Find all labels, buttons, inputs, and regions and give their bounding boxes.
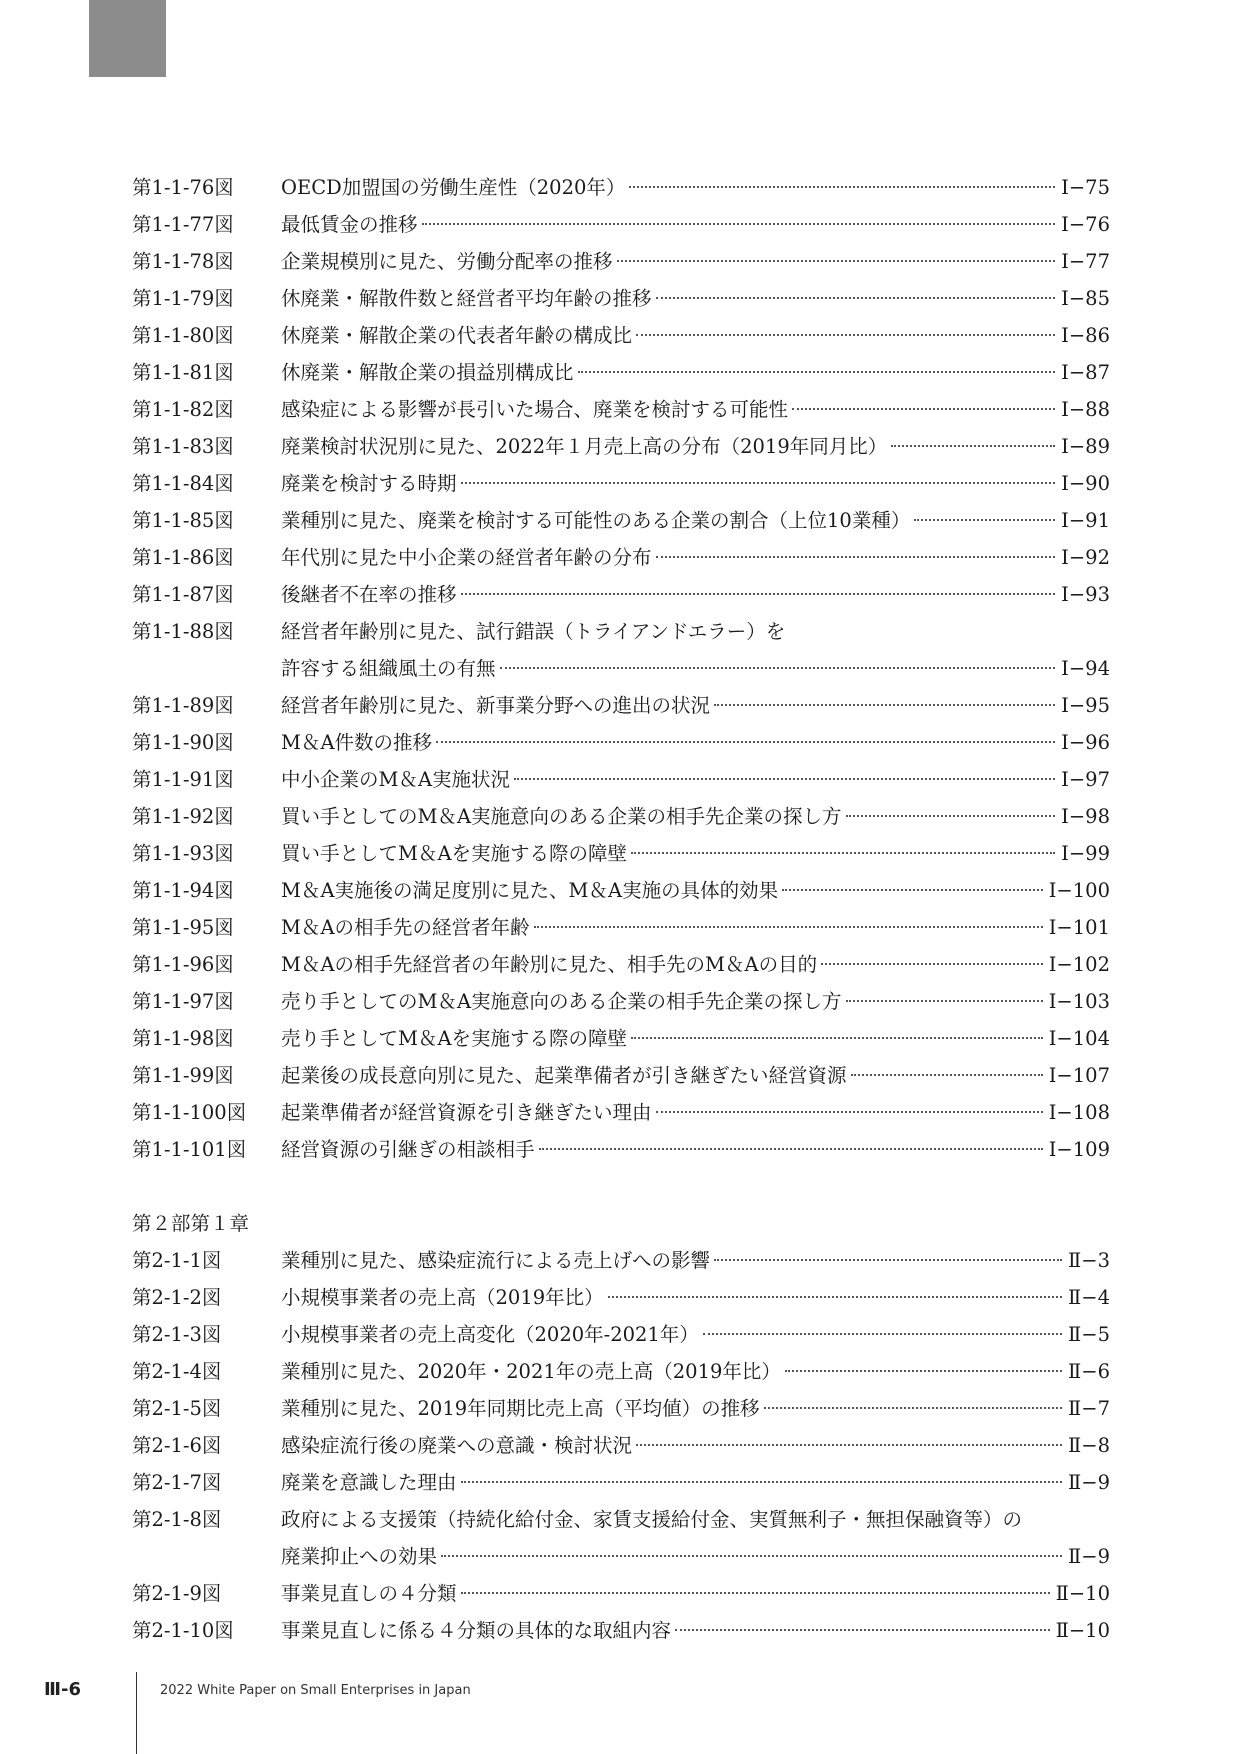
dot-leader bbox=[441, 1555, 1062, 1557]
page-reference: Ⅰ−92 bbox=[1061, 546, 1110, 569]
dot-leader bbox=[785, 1370, 1062, 1372]
dot-leader bbox=[914, 519, 1055, 521]
dot-leader bbox=[891, 445, 1055, 447]
figure-number: 第1-1-100図 bbox=[132, 1101, 247, 1124]
toc-entry[interactable] bbox=[132, 1094, 1110, 1131]
dot-leader bbox=[792, 408, 1055, 410]
figure-number: 第1-1-95図 bbox=[132, 916, 234, 939]
figure-title: 経営資源の引継ぎの相談相手 bbox=[281, 1138, 535, 1161]
figure-title: 業種別に見た、2019年同期比売上高（平均値）の推移 bbox=[281, 1397, 760, 1420]
page-reference: Ⅱ−7 bbox=[1068, 1397, 1110, 1420]
page-reference: Ⅰ−77 bbox=[1061, 250, 1110, 273]
dot-leader bbox=[578, 371, 1056, 373]
figure-number: 第1-1-77図 bbox=[132, 213, 234, 236]
toc-entry[interactable] bbox=[132, 243, 1110, 280]
figure-title: 買い手としてM＆Aを実施する際の障壁 bbox=[281, 842, 628, 865]
page-reference: Ⅰ−76 bbox=[1061, 213, 1110, 236]
page-reference: Ⅰ−109 bbox=[1048, 1138, 1110, 1161]
figure-title: 業種別に見た、感染症流行による売上げへの影響 bbox=[281, 1249, 711, 1272]
toc-entry[interactable] bbox=[132, 1057, 1110, 1094]
figure-number: 第2-1-3図 bbox=[132, 1323, 222, 1346]
figure-title: 感染症流行後の廃業への意識・検討状況 bbox=[281, 1434, 633, 1457]
figure-title: 売り手としてのM＆A実施意向のある企業の相手先企業の探し方 bbox=[281, 990, 842, 1013]
figure-title: 廃業を意識した理由 bbox=[281, 1471, 457, 1494]
dot-leader bbox=[500, 667, 1056, 669]
figure-number: 第2-1-9図 bbox=[132, 1582, 222, 1605]
toc-entry[interactable] bbox=[132, 206, 1110, 243]
figure-title: 企業規模別に見た、労働分配率の推移 bbox=[281, 250, 613, 273]
dot-leader bbox=[714, 704, 1055, 706]
figure-title: 小規模事業者の売上高変化（2020年-2021年） bbox=[281, 1323, 699, 1346]
dot-leader bbox=[846, 815, 1056, 817]
toc-entry[interactable] bbox=[132, 1575, 1110, 1612]
dot-leader bbox=[636, 1444, 1062, 1446]
page-reference: Ⅰ−87 bbox=[1061, 361, 1110, 384]
figure-title: 経営者年齢別に見た、新事業分野への進出の状況 bbox=[281, 694, 711, 717]
figure-number: 第2-1-7図 bbox=[132, 1471, 222, 1494]
page-reference: Ⅰ−100 bbox=[1048, 879, 1110, 902]
dot-leader bbox=[461, 1592, 1050, 1594]
figure-title: 廃業検討状況別に見た、2022年１月売上高の分布（2019年同月比） bbox=[281, 435, 888, 458]
page-reference: Ⅱ−3 bbox=[1068, 1249, 1110, 1272]
page-reference: Ⅰ−104 bbox=[1048, 1027, 1110, 1050]
toc-entry[interactable] bbox=[132, 1390, 1110, 1427]
figure-title: M＆Aの相手先の経営者年齢 bbox=[281, 916, 530, 939]
figure-title: 後継者不在率の推移 bbox=[281, 583, 457, 606]
dot-leader bbox=[461, 593, 1056, 595]
dot-leader bbox=[539, 1148, 1043, 1150]
figure-title-continued: 許容する組織風土の有無 bbox=[281, 657, 496, 680]
footer-divider bbox=[136, 1672, 137, 1754]
figure-number: 第1-1-92図 bbox=[132, 805, 234, 828]
figure-number: 第1-1-80図 bbox=[132, 324, 234, 347]
toc-entry[interactable] bbox=[132, 502, 1110, 539]
dot-leader bbox=[764, 1407, 1062, 1409]
dot-leader bbox=[608, 1296, 1062, 1298]
toc-entry[interactable] bbox=[132, 761, 1110, 798]
footer-publication-title: 2022 White Paper on Small Enterprises in Japan bbox=[160, 1683, 471, 1698]
figure-number: 第2-1-1図 bbox=[132, 1249, 222, 1272]
figure-title: OECD加盟国の労働生産性（2020年） bbox=[281, 176, 626, 199]
toc-entry[interactable] bbox=[132, 1353, 1110, 1390]
dot-leader bbox=[714, 1259, 1062, 1261]
page-reference: Ⅰ−99 bbox=[1061, 842, 1110, 865]
figure-title: 政府による支援策（持続化給付金、家賃支援給付金、実質無利子・無担保融資等）の bbox=[281, 1508, 1023, 1531]
toc-entry[interactable] bbox=[132, 872, 1110, 909]
figure-number: 第1-1-81図 bbox=[132, 361, 234, 384]
figure-number: 第1-1-101図 bbox=[132, 1138, 247, 1161]
figure-number: 第1-1-86図 bbox=[132, 546, 234, 569]
toc-entry[interactable] bbox=[132, 1020, 1110, 1057]
page-reference: Ⅱ−10 bbox=[1055, 1619, 1110, 1642]
page-reference: Ⅰ−102 bbox=[1048, 953, 1110, 976]
figure-number: 第1-1-78図 bbox=[132, 250, 234, 273]
figure-title: 中小企業のM＆A実施状況 bbox=[281, 768, 511, 791]
toc-entry[interactable] bbox=[132, 946, 1110, 983]
corner-tab bbox=[89, 0, 166, 77]
figure-number: 第1-1-79図 bbox=[132, 287, 234, 310]
toc-entry[interactable] bbox=[132, 1131, 1110, 1168]
toc-entry[interactable] bbox=[132, 169, 1110, 206]
toc-entry[interactable] bbox=[132, 1316, 1110, 1353]
toc-part2 bbox=[132, 1242, 1110, 1649]
page-reference: Ⅰ−89 bbox=[1061, 435, 1110, 458]
figure-number: 第2-1-5図 bbox=[132, 1397, 222, 1420]
figure-number: 第1-1-97図 bbox=[132, 990, 234, 1013]
page-reference: Ⅰ−94 bbox=[1061, 657, 1110, 680]
page-reference: Ⅰ−91 bbox=[1061, 509, 1110, 532]
figure-number: 第1-1-85図 bbox=[132, 509, 234, 532]
figure-number: 第1-1-90図 bbox=[132, 731, 234, 754]
page-reference: Ⅱ−8 bbox=[1068, 1434, 1110, 1457]
figure-title: M＆A件数の推移 bbox=[281, 731, 433, 754]
figure-title: 小規模事業者の売上高（2019年比） bbox=[281, 1286, 604, 1309]
page-reference: Ⅰ−101 bbox=[1048, 916, 1110, 939]
page-reference: Ⅰ−107 bbox=[1048, 1064, 1110, 1087]
toc-entry[interactable] bbox=[132, 465, 1110, 502]
figure-number: 第2-1-2図 bbox=[132, 1286, 222, 1309]
toc-entry[interactable] bbox=[132, 983, 1110, 1020]
toc-entry[interactable] bbox=[132, 317, 1110, 354]
section-gap bbox=[132, 1168, 1110, 1205]
figure-title-continued: 廃業抑止への効果 bbox=[281, 1545, 438, 1568]
toc-entry[interactable] bbox=[132, 1242, 1110, 1279]
dot-leader bbox=[461, 482, 1056, 484]
figure-number: 第1-1-96図 bbox=[132, 953, 234, 976]
page-reference: Ⅰ−93 bbox=[1061, 583, 1110, 606]
page-reference: Ⅱ−6 bbox=[1068, 1360, 1110, 1383]
toc-entry[interactable] bbox=[132, 1427, 1110, 1464]
dot-leader bbox=[629, 186, 1055, 188]
toc-entry[interactable] bbox=[132, 354, 1110, 391]
page-reference: Ⅰ−98 bbox=[1061, 805, 1110, 828]
page-reference: Ⅰ−108 bbox=[1048, 1101, 1110, 1124]
page-reference: Ⅰ−97 bbox=[1061, 768, 1110, 791]
page-reference: Ⅰ−90 bbox=[1061, 472, 1110, 495]
page-reference: Ⅰ−85 bbox=[1061, 287, 1110, 310]
dot-leader bbox=[436, 741, 1055, 743]
dot-leader bbox=[821, 963, 1043, 965]
figure-title: 業種別に見た、廃業を検討する可能性のある企業の割合（上位10業種） bbox=[281, 509, 911, 532]
figure-number: 第1-1-87図 bbox=[132, 583, 234, 606]
figure-number: 第1-1-83図 bbox=[132, 435, 234, 458]
figure-number: 第1-1-88図 bbox=[132, 620, 234, 643]
page-reference: Ⅱ−4 bbox=[1068, 1286, 1110, 1309]
toc-part1 bbox=[132, 169, 1110, 1168]
toc-entry[interactable] bbox=[132, 1612, 1110, 1649]
figure-number: 第1-1-93図 bbox=[132, 842, 234, 865]
figure-title: M＆Aの相手先経営者の年齢別に見た、相手先のM＆Aの目的 bbox=[281, 953, 818, 976]
page-reference: Ⅰ−95 bbox=[1061, 694, 1110, 717]
dot-leader bbox=[617, 260, 1056, 262]
dot-leader bbox=[782, 889, 1043, 891]
dot-leader bbox=[534, 926, 1043, 928]
figure-title: 休廃業・解散件数と経営者平均年齢の推移 bbox=[281, 287, 652, 310]
toc-entry[interactable] bbox=[132, 613, 1110, 650]
toc-entry-continuation[interactable] bbox=[132, 1538, 1110, 1575]
figure-title: 売り手としてM＆Aを実施する際の障壁 bbox=[281, 1027, 628, 1050]
figure-title: 廃業を検討する時期 bbox=[281, 472, 457, 495]
dot-leader bbox=[675, 1629, 1050, 1631]
toc-entry[interactable] bbox=[132, 687, 1110, 724]
figure-title: M＆A実施後の満足度別に見た、M＆A実施の具体的効果 bbox=[281, 879, 779, 902]
dot-leader bbox=[656, 556, 1056, 558]
figure-number: 第1-1-91図 bbox=[132, 768, 234, 791]
dot-leader bbox=[636, 334, 1055, 336]
figure-title: 業種別に見た、2020年・2021年の売上高（2019年比） bbox=[281, 1360, 781, 1383]
figure-title: 起業後の成長意向別に見た、起業準備者が引き継ぎたい経営資源 bbox=[281, 1064, 847, 1087]
figure-number: 第1-1-89図 bbox=[132, 694, 234, 717]
toc-entry[interactable] bbox=[132, 1464, 1110, 1501]
toc-entry[interactable] bbox=[132, 1279, 1110, 1316]
toc-entry[interactable] bbox=[132, 280, 1110, 317]
page-reference: Ⅱ−9 bbox=[1068, 1545, 1110, 1568]
figure-number: 第1-1-99図 bbox=[132, 1064, 234, 1087]
toc-entry[interactable] bbox=[132, 428, 1110, 465]
figure-title: 事業見直しに係る４分類の具体的な取組内容 bbox=[281, 1619, 672, 1642]
toc-entry[interactable] bbox=[132, 835, 1110, 872]
footer-page-number: Ⅲ-6 bbox=[44, 1679, 82, 1700]
figure-title: 経営者年齢別に見た、試行錯誤（トライアンドエラー）を bbox=[281, 620, 786, 643]
figure-title: 最低賃金の推移 bbox=[281, 213, 418, 236]
dot-leader bbox=[631, 1037, 1043, 1039]
figure-number: 第1-1-76図 bbox=[132, 176, 234, 199]
dot-leader bbox=[631, 852, 1055, 854]
page-reference: Ⅱ−9 bbox=[1068, 1471, 1110, 1494]
figure-number: 第1-1-84図 bbox=[132, 472, 234, 495]
dot-leader bbox=[851, 1074, 1043, 1076]
figure-title: 買い手としてのM＆A実施意向のある企業の相手先企業の探し方 bbox=[281, 805, 842, 828]
toc-entry-continuation[interactable] bbox=[132, 650, 1110, 687]
toc-entry[interactable] bbox=[132, 576, 1110, 613]
toc-entry[interactable] bbox=[132, 539, 1110, 576]
toc-entry[interactable] bbox=[132, 724, 1110, 761]
dot-leader bbox=[422, 223, 1056, 225]
page-reference: Ⅰ−88 bbox=[1061, 398, 1110, 421]
figure-number: 第2-1-10図 bbox=[132, 1619, 234, 1642]
page-reference: Ⅰ−96 bbox=[1061, 731, 1110, 754]
dot-leader bbox=[514, 778, 1055, 780]
page-reference: Ⅱ−5 bbox=[1068, 1323, 1110, 1346]
page-reference: Ⅰ−86 bbox=[1061, 324, 1110, 347]
dot-leader bbox=[703, 1333, 1062, 1335]
figure-title: 休廃業・解散企業の損益別構成比 bbox=[281, 361, 574, 384]
figure-number: 第1-1-94図 bbox=[132, 879, 234, 902]
figure-title: 休廃業・解散企業の代表者年齢の構成比 bbox=[281, 324, 633, 347]
dot-leader bbox=[461, 1481, 1062, 1483]
dot-leader bbox=[846, 1000, 1043, 1002]
figure-title: 事業見直しの４分類 bbox=[281, 1582, 457, 1605]
figure-number: 第2-1-6図 bbox=[132, 1434, 222, 1457]
page-reference: Ⅰ−103 bbox=[1048, 990, 1110, 1013]
figure-title: 感染症による影響が長引いた場合、廃業を検討する可能性 bbox=[281, 398, 789, 421]
table-of-figures bbox=[132, 169, 1110, 1649]
toc-entry[interactable] bbox=[132, 909, 1110, 946]
dot-leader bbox=[656, 1111, 1043, 1113]
dot-leader bbox=[656, 297, 1056, 299]
figure-title: 起業準備者が経営資源を引き継ぎたい理由 bbox=[281, 1101, 652, 1124]
toc-entry[interactable] bbox=[132, 1501, 1110, 1538]
figure-title: 年代別に見た中小企業の経営者年齢の分布 bbox=[281, 546, 652, 569]
figure-number: 第2-1-8図 bbox=[132, 1508, 222, 1531]
figure-number: 第2-1-4図 bbox=[132, 1360, 222, 1383]
toc-entry[interactable] bbox=[132, 798, 1110, 835]
figure-number: 第1-1-98図 bbox=[132, 1027, 234, 1050]
toc-entry[interactable] bbox=[132, 391, 1110, 428]
figure-number: 第1-1-82図 bbox=[132, 398, 234, 421]
section-heading: 第２部第１章 bbox=[132, 1212, 250, 1235]
page-reference: Ⅰ−75 bbox=[1061, 176, 1110, 199]
page-reference: Ⅱ−10 bbox=[1055, 1582, 1110, 1605]
